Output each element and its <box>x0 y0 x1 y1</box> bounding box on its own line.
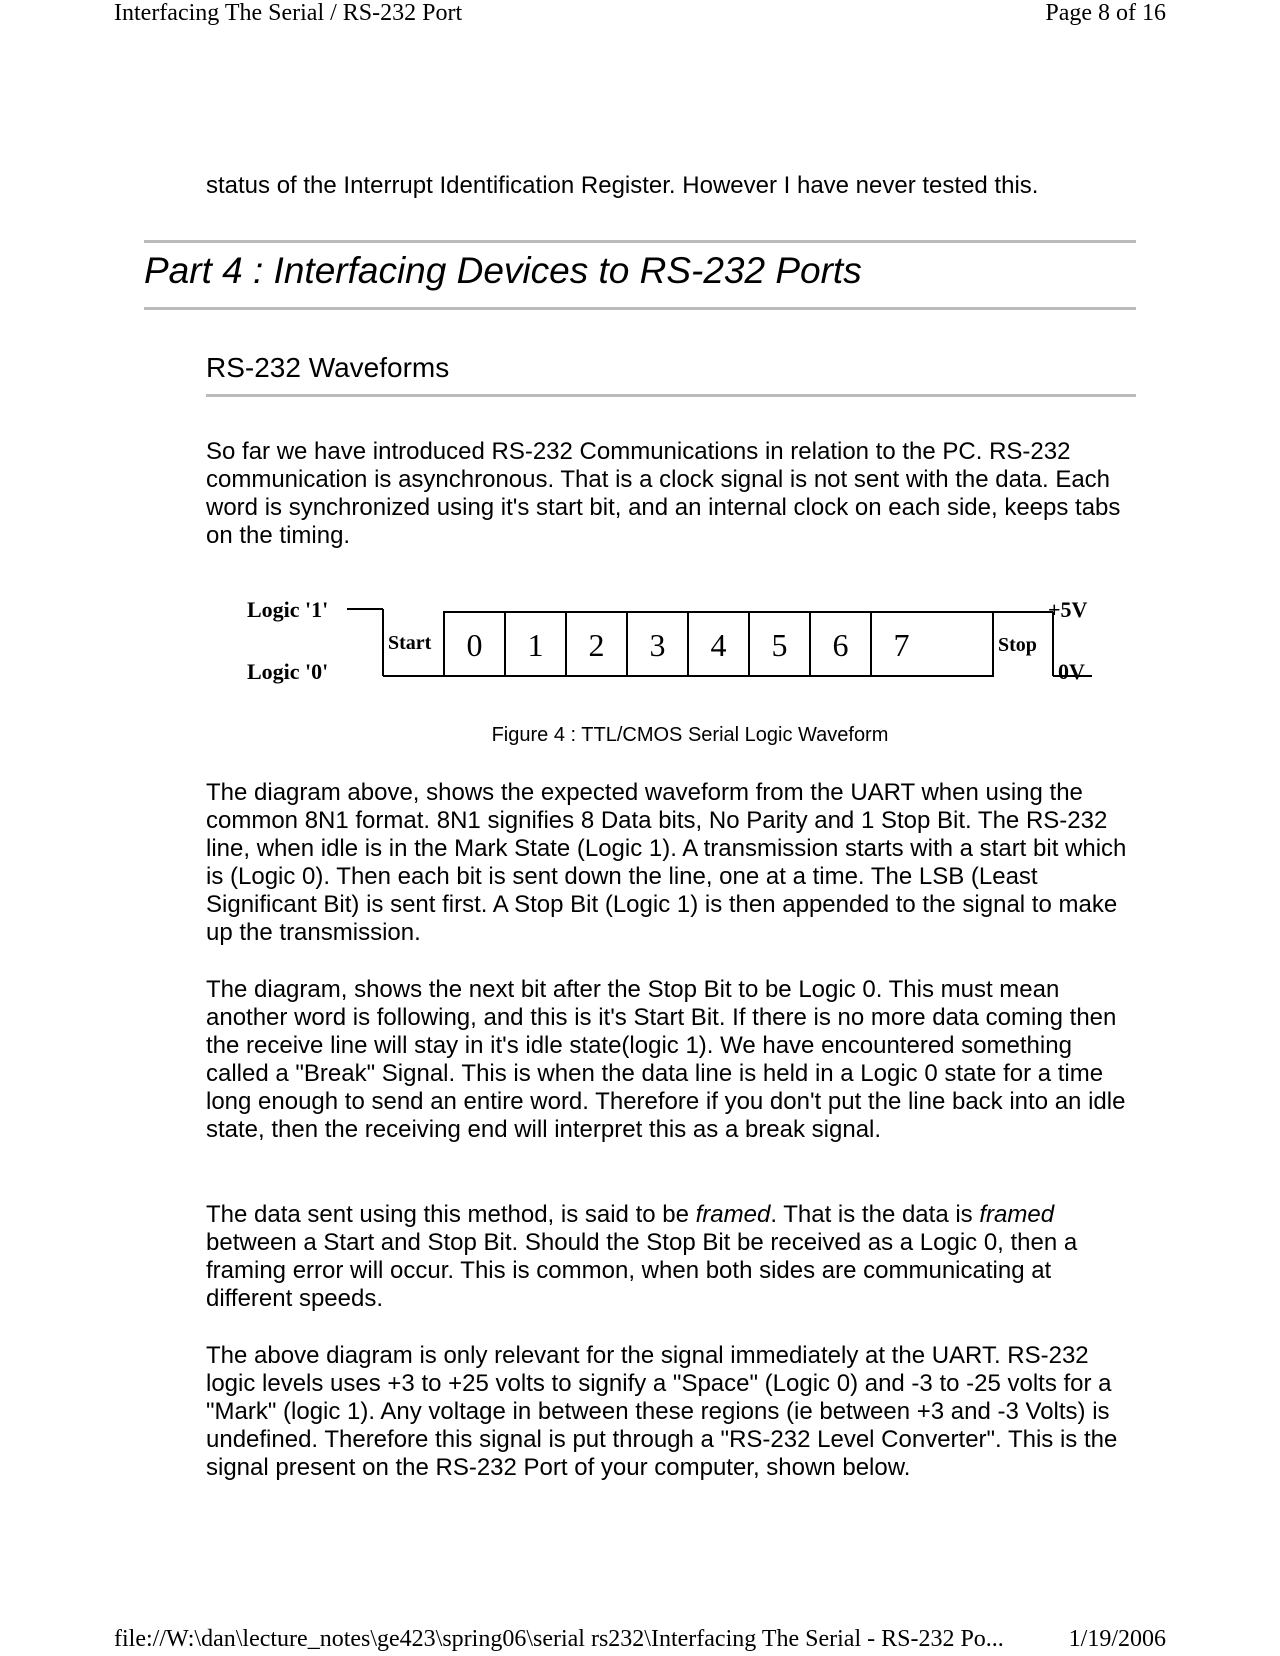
logic-0-label: Logic '0' <box>247 659 329 684</box>
paragraph-break-signal: The diagram, shows the next bit after the Stop Bit to be Logic 0. This must mean another word is following, and this is it's Start Bit. If there is no more data coming then the receive line will stay in it's idle state(logic 1). We have encountered something called a "Break" Signal. This is when the data line is held in a Logic 0 state for a time long enough to send an entire word. Therefore if you don't put the line back into an idle state, then the receiving end will interpret this as a break signal. <box>206 976 1126 1143</box>
voltage-low-label: 0V <box>1058 659 1085 684</box>
part-title: Part 4 : Interfacing Devices to RS-232 Ports <box>144 250 862 291</box>
bit-label-6: 6 <box>832 627 849 663</box>
framing-text-1: The data sent using this method, is said to be <box>206 1201 696 1228</box>
paragraph-8n1: The diagram above, shows the expected waveform from the UART when using the common 8N1 format. 8N1 signifies 8 Data bits, No Parity and 1 Stop Bit. The RS-232 line, when idle is in the Mark State (Logic 1). A transmission starts with a start bit which is (Logic 0). Then each bit is sent down the line, one at a time. The LSB (Least Significant Bit) is sent first. A Stop Bit (Logic 1) is then appended to the signal to make up the transmission. <box>206 779 1127 946</box>
bit-cells <box>467 612 910 676</box>
footer-date: 1/19/2006 <box>1068 1626 1166 1652</box>
start-bit-label: Start <box>388 632 432 654</box>
print-header <box>114 0 1166 27</box>
paragraph-intro: So far we have introduced RS-232 Communications in relation to the PC. RS-232 communication is asynchronous. That is a clock signal is not sent with the data. Each word is synchronized using it's start bit, and an internal clock on each side, keeps tabs on the timing. <box>206 438 1121 549</box>
paragraph-framing <box>206 1201 1136 1313</box>
logic-1-label: Logic '1' <box>247 597 329 622</box>
print-footer <box>114 1626 1166 1653</box>
paragraph-level-converter: The above diagram is only relevant for the signal immediately at the UART. RS-232 logic levels uses +3 to +25 volts to signify a "Space" (Logic 0) and -3 to -25 volts for a "Mark" (logic 1). Any voltage in between these regions (ie between +3 and -3 Volts) is undefined. Therefore this signal is put through a "RS-232 Level Converter". This is the signal present on the RS-232 Port of your computer, shown below. <box>206 1342 1118 1481</box>
part-divider-bottom <box>144 307 1136 310</box>
part-divider-top <box>144 240 1136 243</box>
voltage-high-label: +5V <box>1048 597 1088 622</box>
figure-caption: Figure 4 : TTL/CMOS Serial Logic Waveform <box>491 724 889 746</box>
page-number: Page 8 of 16 <box>1045 0 1166 26</box>
framing-emphasis-1: framed <box>695 1201 771 1228</box>
bit-label-3: 3 <box>649 627 666 663</box>
intro-line: status of the Interrupt Identification Register. However I have never tested this. <box>206 172 1039 199</box>
bit-label-4: 4 <box>710 627 727 663</box>
stop-bit-label: Stop <box>998 634 1037 656</box>
bit-label-2: 2 <box>588 627 605 663</box>
framing-text-3: between a Start and Stop Bit. Should the Stop Bit be received as a Logic 0, then a framing error will occur. This is common, when both sides are communicating at different speeds. <box>206 1229 1078 1312</box>
section-divider <box>206 394 1136 397</box>
framing-emphasis-2: framed <box>979 1201 1055 1228</box>
bit-label-0: 0 <box>466 627 483 663</box>
header-title: Interfacing The Serial / RS-232 Port <box>114 0 463 26</box>
footer-file-path: file://W:\dan\lecture_notes\ge423\spring06\serial rs232\Interfacing The Serial - RS-232 Po... <box>114 1626 1004 1652</box>
bit-label-5: 5 <box>771 627 788 663</box>
serial-waveform-figure <box>230 590 1110 702</box>
section-title: RS-232 Waveforms <box>206 352 450 383</box>
framing-text-2: . That is the data is <box>770 1201 980 1228</box>
bit-label-1: 1 <box>527 627 544 663</box>
bit-label-7: 7 <box>893 627 910 663</box>
